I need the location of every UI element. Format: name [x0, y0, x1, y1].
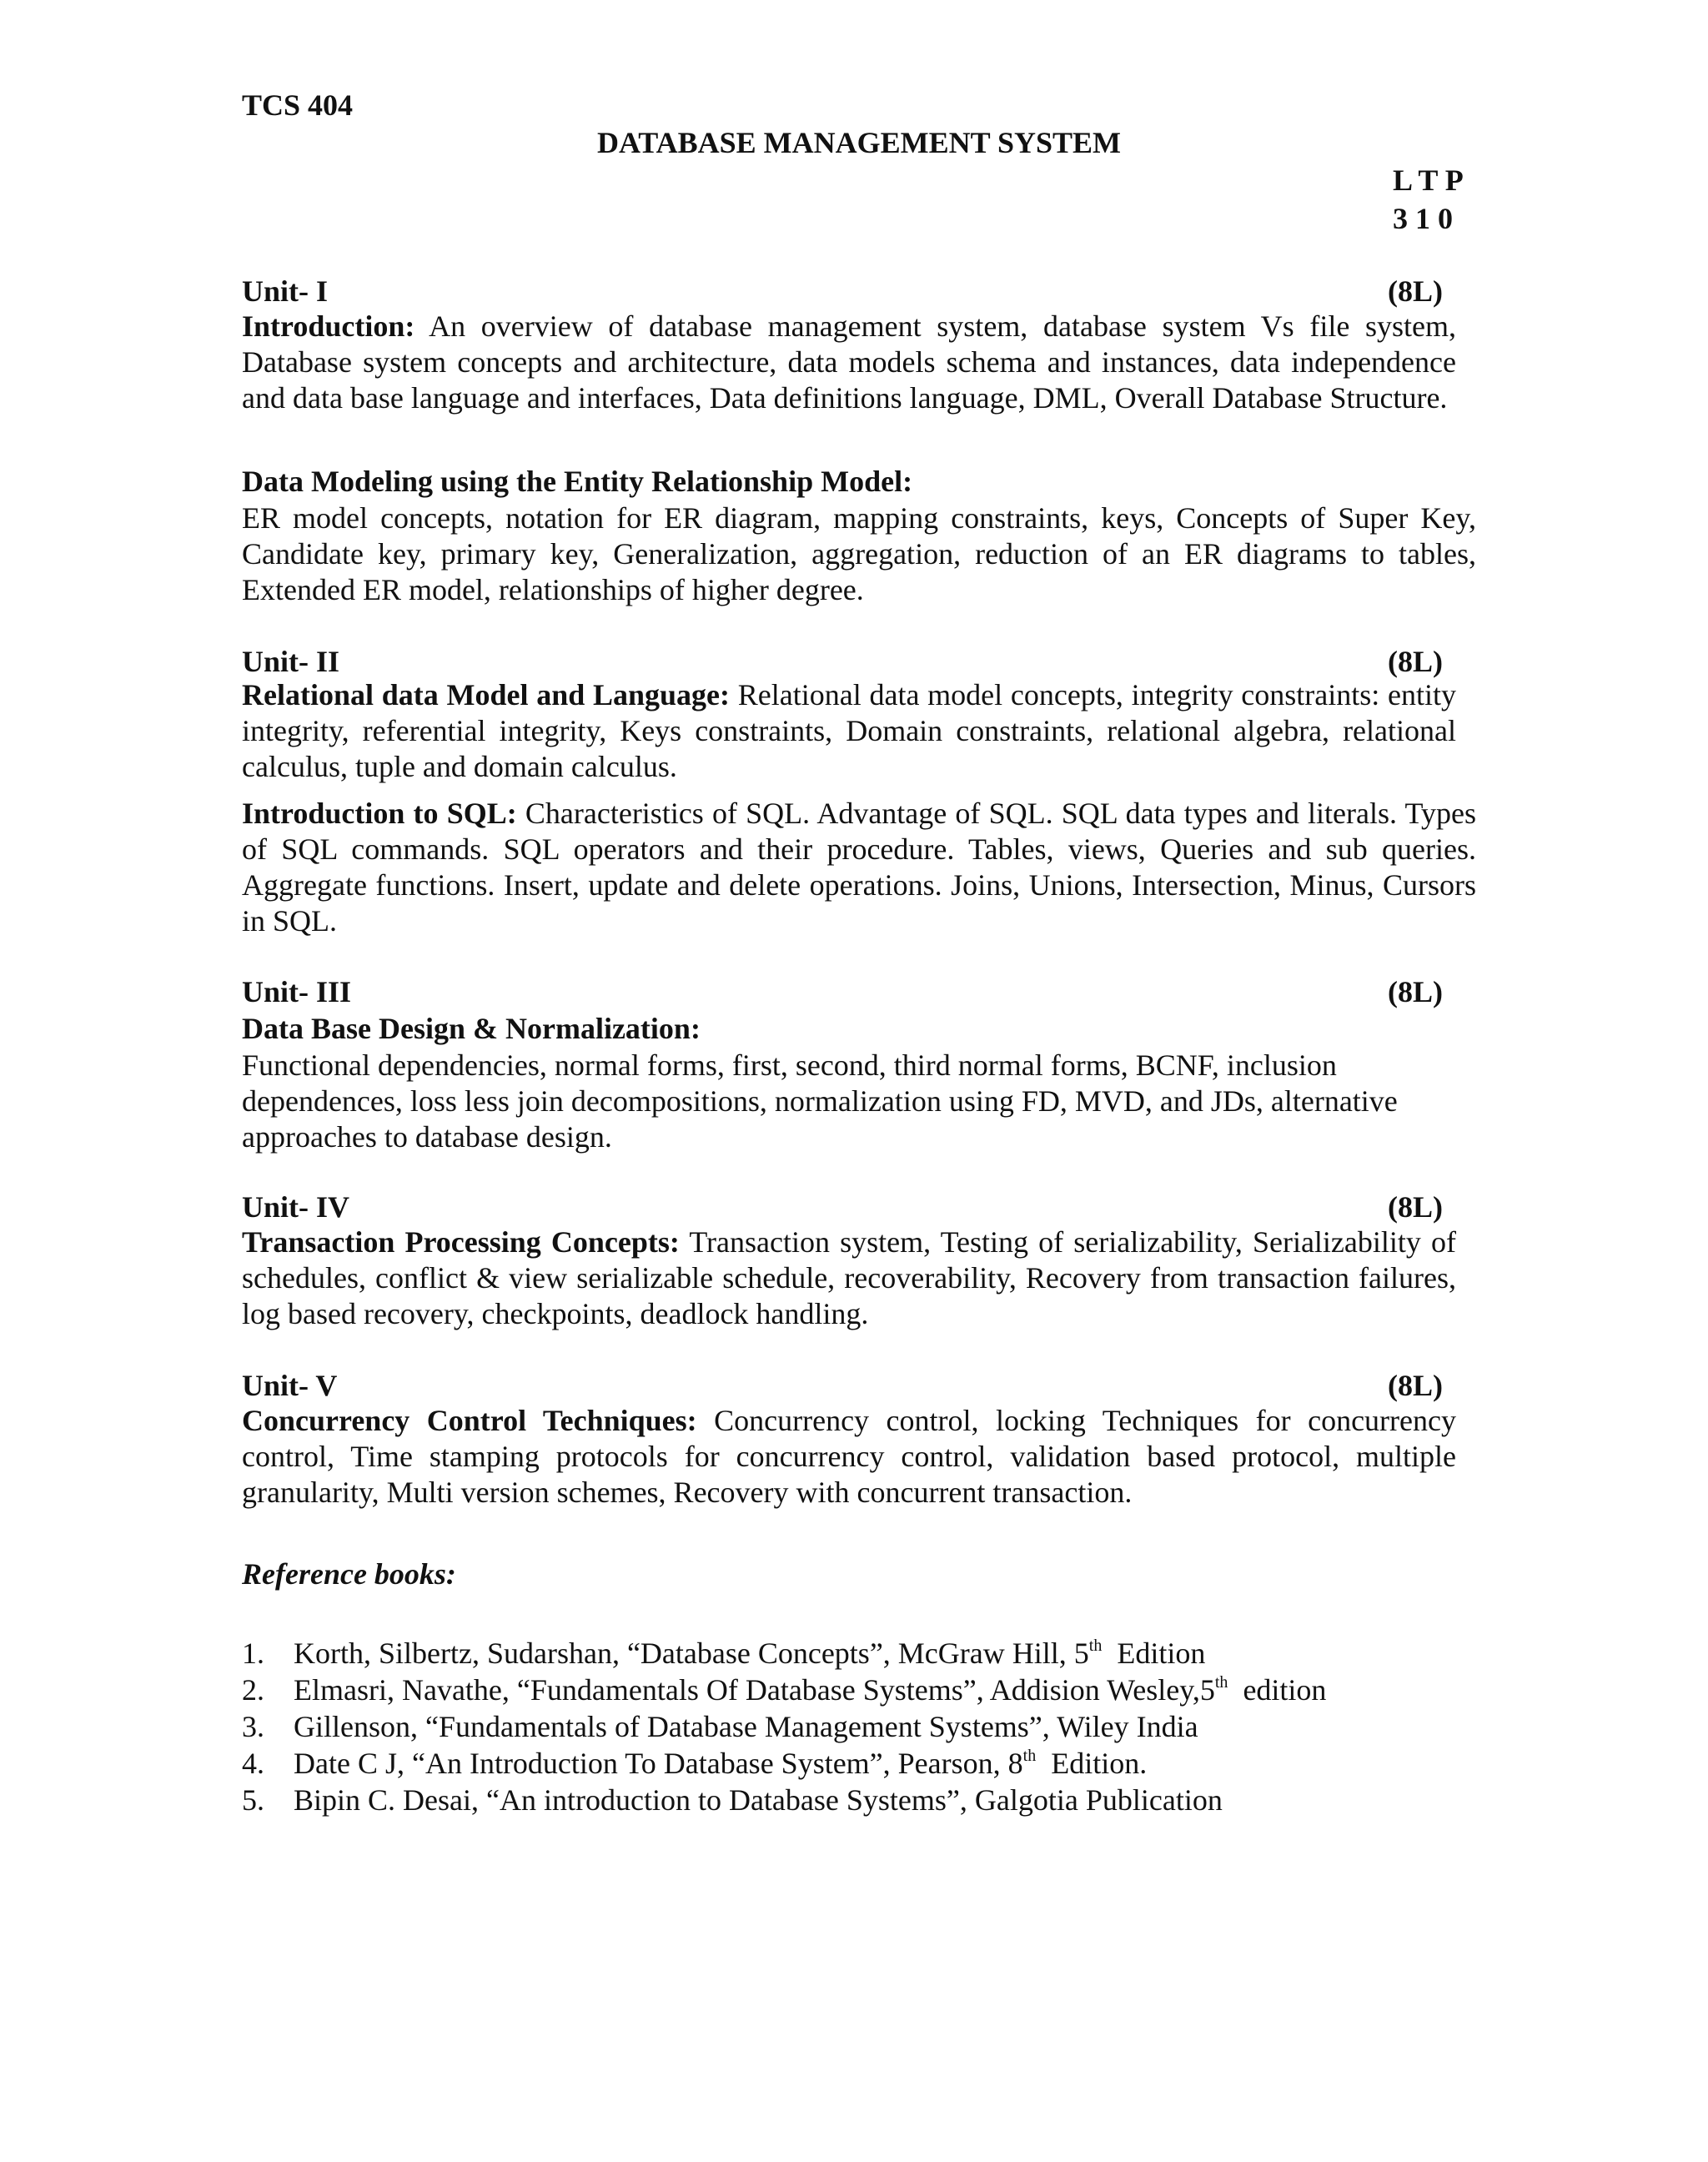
- reference-number: 5.: [242, 1783, 264, 1817]
- unit-2-name: Unit- II: [242, 645, 340, 678]
- unit-5-heading: Concurrency Control Techniques:: [242, 1404, 697, 1437]
- reference-item: [242, 1708, 1476, 1745]
- unit-4-name: Unit- IV: [242, 1190, 350, 1224]
- unit-1-header: [242, 274, 1443, 309]
- unit-5-text: Concurrency control, locking Techniques for concurrency control, Time stamping protocols for concurrency control, validation based protocol, multiple granularity, Multi version schemes, Recovery with concurrent transaction.: [242, 1404, 1456, 1509]
- ltp-block: [1393, 161, 1464, 238]
- reference-books-heading: Reference books:: [242, 1557, 456, 1591]
- reference-item: [242, 1672, 1476, 1708]
- course-code: TCS 404: [242, 88, 354, 122]
- reference-number: 2.: [242, 1673, 264, 1707]
- unit-3-heading: Data Base Design & Normalization:: [242, 1012, 701, 1045]
- reference-number: 4.: [242, 1747, 264, 1780]
- reference-tail: edition: [1228, 1673, 1327, 1707]
- reference-item: [242, 1782, 1476, 1818]
- reference-item: [242, 1745, 1476, 1782]
- unit-2-header: [242, 644, 1443, 679]
- unit-4-heading: Transaction Processing Concepts:: [242, 1225, 680, 1259]
- reference-superscript: th: [1022, 1747, 1037, 1765]
- reference-list: [242, 1635, 1476, 1818]
- reference-text: Gillenson, “Fundamentals of Database Management Systems”, Wiley India: [294, 1710, 1198, 1743]
- unit-1-hours: (8L): [1388, 274, 1443, 308]
- reference-superscript: th: [1214, 1673, 1228, 1692]
- reference-text: Elmasri, Navathe, “Fundamentals Of Database Systems”, Addision Wesley,5: [294, 1673, 1215, 1707]
- reference-text: Bipin C. Desai, “An introduction to Database Systems”, Galgotia Publication: [294, 1783, 1223, 1817]
- reference-superscript: th: [1088, 1637, 1103, 1655]
- ltp-values: 3 1 0: [1393, 202, 1453, 235]
- unit-2-hours: (8L): [1388, 645, 1443, 678]
- reference-item: [242, 1635, 1476, 1672]
- unit-1-introduction-text: An overview of database management system, database system Vs file system, Database system concepts and architecture, data models schema and instances, data independence and data base language and interfaces, Data definitions language, DML, Overall Database Structure.: [242, 309, 1456, 415]
- unit-5-name: Unit- V: [242, 1369, 338, 1402]
- reference-tail: Edition.: [1036, 1747, 1148, 1780]
- unit-3-text: Functional dependencies, normal forms, first, second, third normal forms, BCNF, inclusion dependences, loss less join decompositions, normalization using FD, MVD, and JDs, alternative approaches to database design.: [242, 1048, 1398, 1154]
- unit-2-sql: [242, 796, 1476, 939]
- unit-5-concurrency: [242, 1403, 1456, 1511]
- reference-number: 3.: [242, 1710, 264, 1743]
- reference-text: Korth, Silbertz, Sudarshan, “Database Concepts”, McGraw Hill, 5: [294, 1637, 1089, 1670]
- unit-1-er-text: ER model concepts, notation for ER diagram, mapping constraints, keys, Concepts of Super Key, Candidate key, primary key, Generalization, aggregation, reduction of an ER diagrams to tables, Extended ER model, relationships of higher degree.: [242, 501, 1476, 606]
- unit-2-sql-heading: Introduction to SQL:: [242, 797, 517, 830]
- unit-5-header: [242, 1368, 1443, 1403]
- unit-2-sql-text: Characteristics of SQL. Advantage of SQL. SQL data types and literals. Types of SQL commands. SQL operators and their procedure. Tables, views, Queries and sub queries. Aggregate functions. Insert, update and delete operations. Joins, Unions, Intersection, Minus, Cursors in SQL.: [242, 797, 1476, 938]
- unit-2-relational-model: [242, 677, 1456, 785]
- unit-4-text: Transaction system, Testing of serializability, Serializability of schedules, conflict & view serializable schedule, recoverability, Recovery from transaction failures, log based recovery, checkpoints, deadlock handling.: [242, 1225, 1456, 1330]
- unit-1-name: Unit- I: [242, 274, 329, 308]
- unit-1-introduction: [242, 309, 1456, 416]
- unit-4-hours: (8L): [1388, 1190, 1443, 1224]
- unit-2-relational-text: Relational data model concepts, integrity constraints: entity integrity, referential integrity, Keys constraints, Domain constraints, relational algebra, relational calculus, tuple and domain calculus.: [242, 678, 1457, 783]
- ltp-label: L T P: [1393, 163, 1464, 197]
- reference-text: Date C J, “An Introduction To Database System”, Pearson, 8: [294, 1747, 1023, 1780]
- reference-tail: Edition: [1102, 1637, 1206, 1670]
- unit-2-relational-heading: Relational data Model and Language:: [242, 678, 731, 711]
- unit-3-name: Unit- III: [242, 975, 352, 1008]
- unit-3-header: [242, 974, 1443, 1009]
- unit-3-hours: (8L): [1388, 975, 1443, 1008]
- unit-4-header: [242, 1189, 1443, 1224]
- unit-5-hours: (8L): [1388, 1369, 1443, 1402]
- unit-1-er-heading: Data Modeling using the Entity Relationship Model:: [242, 465, 913, 498]
- unit-4-transactions: [242, 1224, 1456, 1332]
- unit-1-introduction-heading: Introduction:: [242, 309, 415, 343]
- course-title: DATABASE MANAGEMENT SYSTEM: [596, 126, 1122, 159]
- reference-number: 1.: [242, 1637, 264, 1670]
